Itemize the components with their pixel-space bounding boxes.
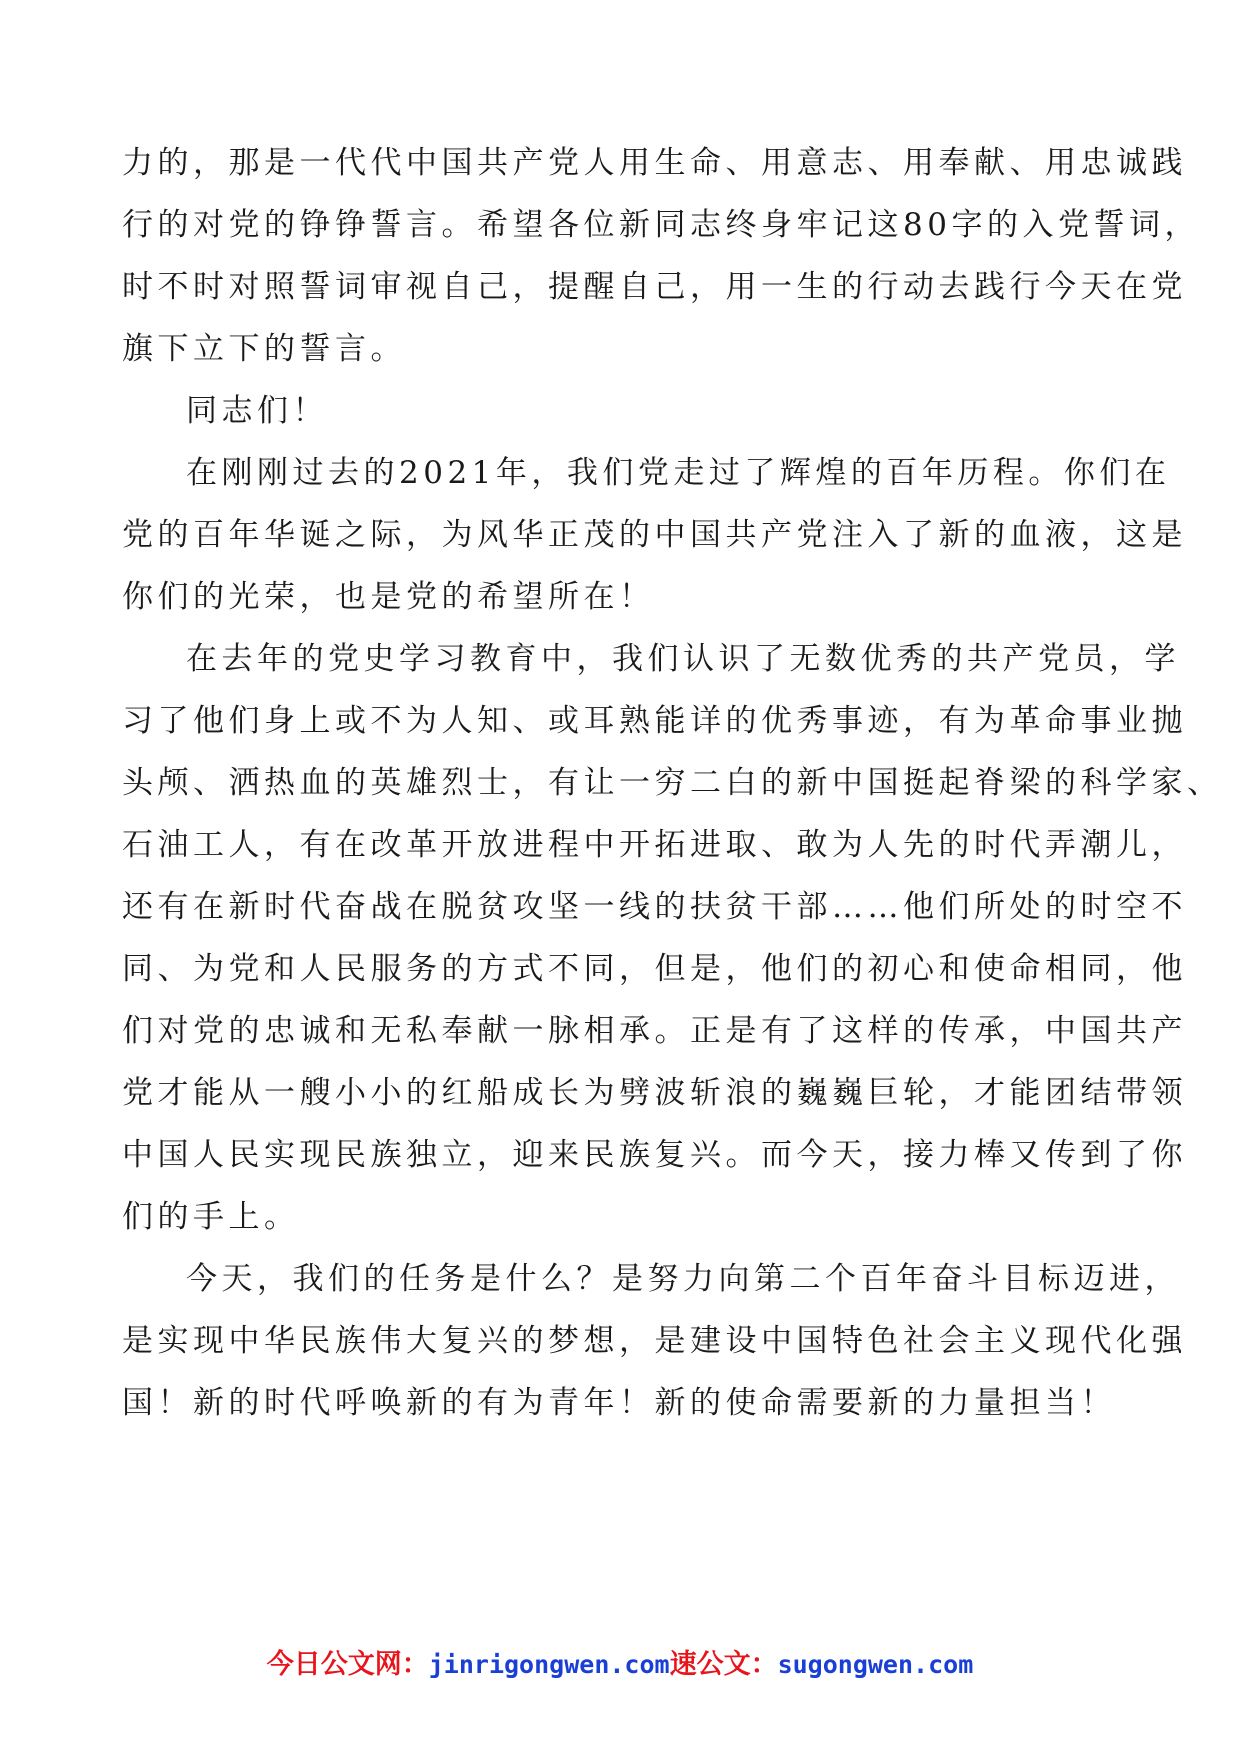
text-line: 同志们！: [186, 393, 328, 429]
text-line: 党的百年华诞之际，为风华正茂的中国共产党注入了新的血液，这是: [122, 517, 1187, 553]
text-line: 习了他们身上或不为人知、或耳熟能详的优秀事迹，有为革命事业抛: [122, 703, 1187, 739]
text-line: 在去年的党史学习教育中，我们认识了无数优秀的共产党员，学: [186, 641, 1180, 677]
text-line: 头颅、洒热血的英雄烈士，有让一穷二白的新中国挺起脊梁的科学家、: [122, 765, 1223, 801]
footer-label-jinrigongwen: 今日公文网：: [266, 1649, 429, 1680]
text-line: 旗下立下的誓言。: [122, 331, 406, 367]
text-line: 中国人民实现民族独立，迎来民族复兴。而今天，接力棒又传到了你: [122, 1137, 1187, 1173]
text-line: 在刚刚过去的2021年，我们党走过了辉煌的百年历程。你们在: [186, 455, 1171, 491]
footer-watermark: [0, 1647, 1240, 1683]
text-line: 你们的光荣，也是党的希望所在！: [122, 579, 655, 615]
text-line: 还有在新时代奋战在脱贫攻坚一线的扶贫干部……他们所处的时空不: [122, 889, 1187, 925]
text-line: 是实现中华民族伟大复兴的梦想，是建设中国特色社会主义现代化强: [122, 1323, 1187, 1359]
text-line: 力的，那是一代代中国共产党人用生命、用意志、用奉献、用忠诚践: [122, 145, 1187, 181]
text-line: 们对党的忠诚和无私奉献一脉相承。正是有了这样的传承，中国共产: [122, 1013, 1187, 1049]
text-line: 们的手上。: [122, 1199, 300, 1235]
text-line: 石油工人，有在改革开放进程中开拓进取、敢为人先的时代弄潮儿，: [122, 827, 1187, 863]
footer-link-jinrigongwen[interactable]: jinrigongwen.com: [428, 1650, 670, 1679]
footer-link-sugongwen[interactable]: sugongwen.com: [777, 1650, 974, 1679]
text-line: 国！新的时代呼唤新的有为青年！新的使命需要新的力量担当！: [122, 1385, 1116, 1421]
body-text: [122, 132, 1223, 1434]
text-line: 党才能从一艘小小的红船成长为劈波斩浪的巍巍巨轮，才能团结带领: [122, 1075, 1187, 1111]
text-line: 时不时对照誓词审视自己，提醒自己，用一生的行动去践行今天在党: [122, 269, 1187, 305]
text-line: 同、为党和人民服务的方式不同，但是，他们的初心和使命相同，他: [122, 951, 1187, 987]
text-line: 行的对党的铮铮誓言。希望各位新同志终身牢记这80字的入党誓词，: [122, 207, 1200, 243]
text-line: 今天，我们的任务是什么？是努力向第二个百年奋斗目标迈进，: [186, 1261, 1180, 1297]
footer-label-sugongwen: 速公文：: [669, 1649, 778, 1680]
